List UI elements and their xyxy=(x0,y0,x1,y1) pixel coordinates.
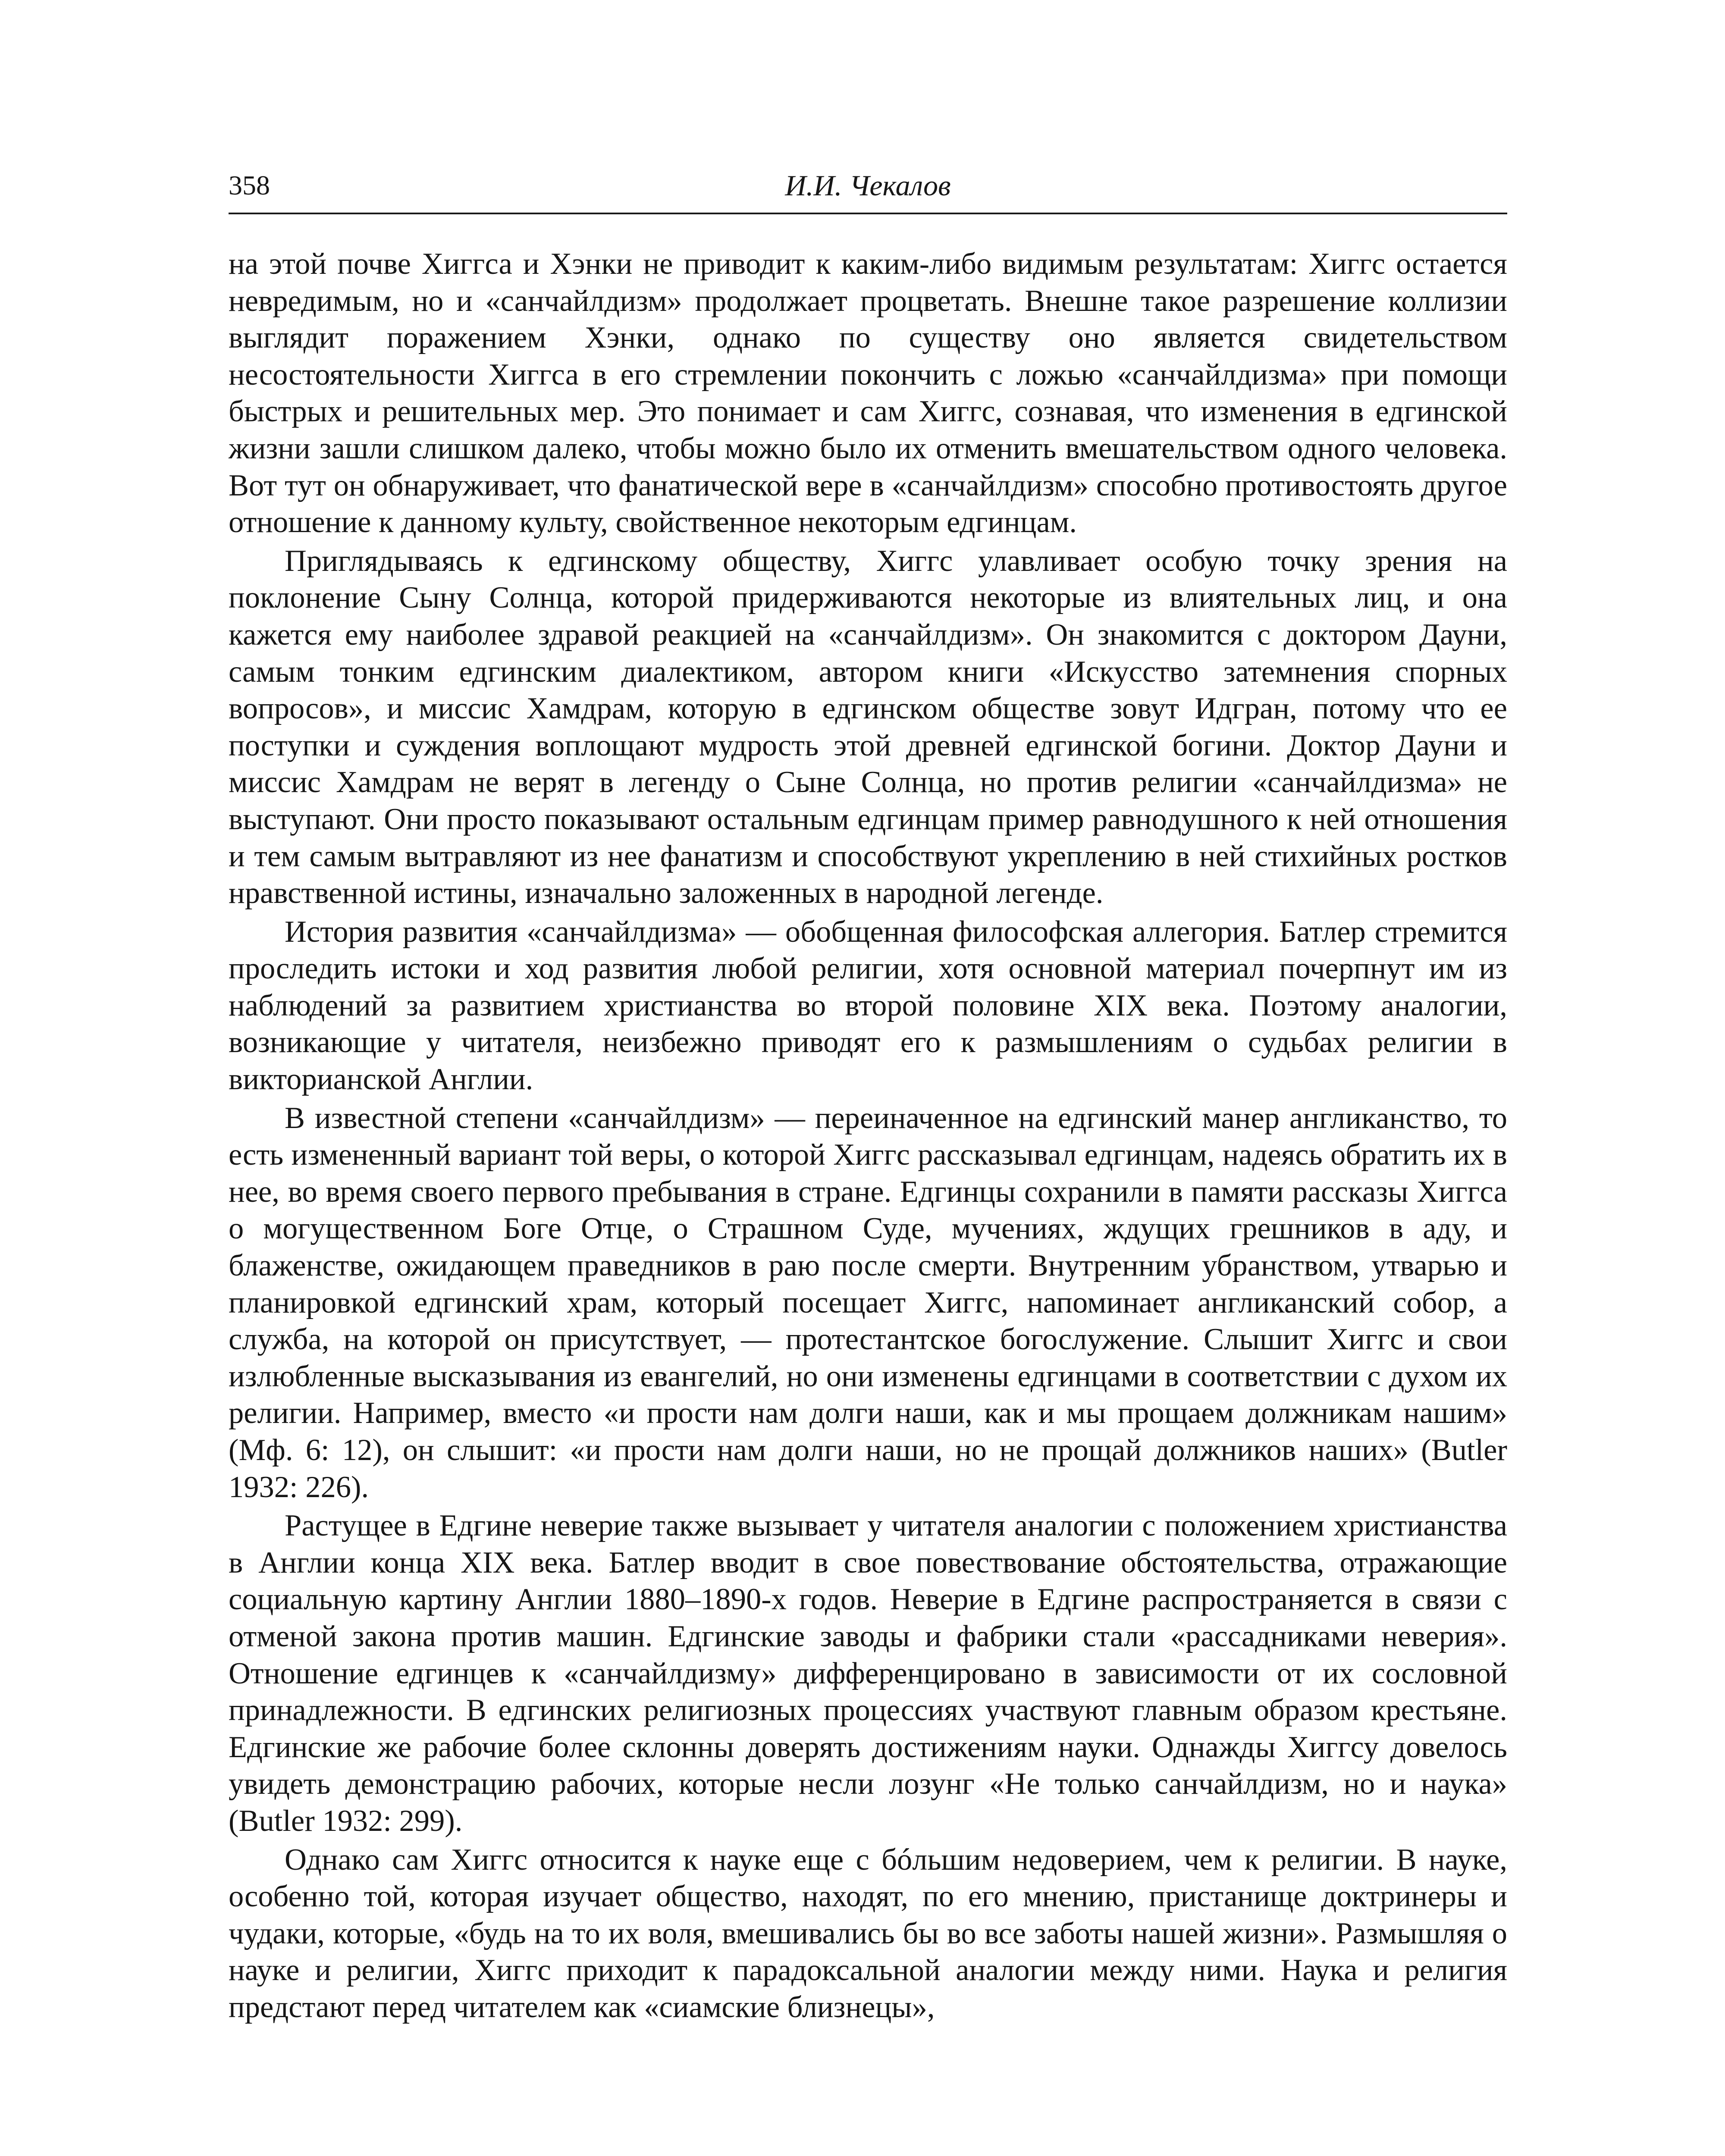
page-number: 358 xyxy=(229,170,270,201)
page-header xyxy=(229,166,1507,214)
paragraph: История развития «санчайлдизма» — обобщенная философская аллегория. Батлер стремится проследить истоки и ход развития любой религии, хотя основной материал почерпнут им из наблюдений за развитием христианства во второй половине XIX века. Поэтому аналогии, возникающие у читателя, неизбежно приводят его к размышлениям о судьбах религии в викторианской Англии. xyxy=(229,915,1507,1097)
running-head: И.И. Чекалов xyxy=(785,169,951,202)
paragraph: В известной степени «санчайлдизм» — переиначенное на едгинский манер англиканство, то есть измененный вариант той веры, о которой Хиггс рассказывал едгинцам, надеясь обратить их в нее, во время своего первого пребывания в стране. Едгинцы сохранили в памяти рассказы Хиггса о могущественном Боге Отце, о Страшном Суде, мучениях, ждущих грешников в аду, и блаженстве, ожидающем праведников в раю после смерти. Внутренним убранством, утварью и планировкой едгинский храм, который посещает Хиггс, напоминает англиканский собор, а служба, на которой он присутствует, — протестантское богослужение. Слышит Хиггс и свои излюбленные высказывания из евангелий, но они изменены едгинцами в соответствии с духом их религии. Например, вместо «и прости нам долги наши, как и мы прощаем должникам нашим» (Мф. 6: 12), он слышит: «и прости нам долги наши, но не прощай должников наших» (Butler 1932: 226). xyxy=(229,1101,1507,1504)
paragraph: Растущее в Едгине неверие также вызывает у читателя аналогии с положением христианства в Англии конца XIX века. Батлер вводит в свое повествование обстоятельства, отражающие социальную картину Англии 1880–1890-х годов. Неверие в Едгине распространяется в связи с отменой закона против машин. Едгинские заводы и фабрики стали «рассадниками неверия». Отношение едгинцев к «санчайлдизму» дифференцировано в зависимости от их сословной принадлежности. В едгинских религиозных процессиях участвуют главным образом крестьяне. Едгинские же рабочие более склонны доверять достижениям науки. Однажды Хиггсу довелось увидеть демонстрацию рабочих, которые несли лозунг «Не только санчайлдизм, но и наука» (Butler 1932: 299). xyxy=(229,1509,1507,1838)
body-text xyxy=(229,246,1507,2026)
paragraph: Приглядываясь к едгинскому обществу, Хиггс улавливает особую точку зрения на поклонение Сыну Солнца, которой придерживаются некоторые из влиятельных лиц, и она кажется ему наиболее здравой реакцией на «санчайлдизм». Он знакомится с доктором Дауни, самым тонким едгинским диалектиком, автором книги «Искусство затемнения спорных вопросов», и миссис Хамдрам, которую в едгинском обществе зовут Идгран, потому что ее поступки и суждения воплощают мудрость этой древней едгинской богини. Доктор Дауни и миссис Хамдрам не верят в легенду о Сыне Солнца, но против религии «санчайлдизма» не выступают. Они просто показывают остальным едгинцам пример равнодушного к ней отношения и тем самым вытравляют из нее фанатизм и способствуют укреплению в ней стихийных ростков нравственной истины, изначально заложенных в народной легенде. xyxy=(229,544,1507,910)
paragraph: Однако сам Хиггс относится к науке еще с бóльшим недоверием, чем к религии. В науке, особенно той, которая изучает общество, находят, по его мнению, пристанище доктринеры и чудаки, которые, «будь на то их воля, вмешивались бы во все заботы нашей жизни». Размышляя о науке и религии, Хиггс приходит к парадоксальной аналогии между ними. Наука и религия предстают перед читателем как «сиамские близнецы», xyxy=(229,1843,1507,2024)
paragraph-continuation: на этой почве Хиггса и Хэнки не приводит к каким-либо видимым результатам: Хиггс остается невредимым, но и «санчайлдизм» продолжает процветать. Внешне такое разрешение коллизии выглядит поражением Хэнки, однако по существу оно является свидетельством несостоятельности Хиггса в его стремлении покончить с ложью «санчайлдизма» при помощи быстрых и решительных мер. Это понимает и сам Хиггс, сознавая, что изменения в едгинской жизни зашли слишком далеко, чтобы можно было их отменить вмешательством одного человека. Вот тут он обнаруживает, что фанатической вере в «санчайлдизм» способно противостоять другое отношение к данному культу, свойственное некоторым едгинцам. xyxy=(229,247,1507,539)
